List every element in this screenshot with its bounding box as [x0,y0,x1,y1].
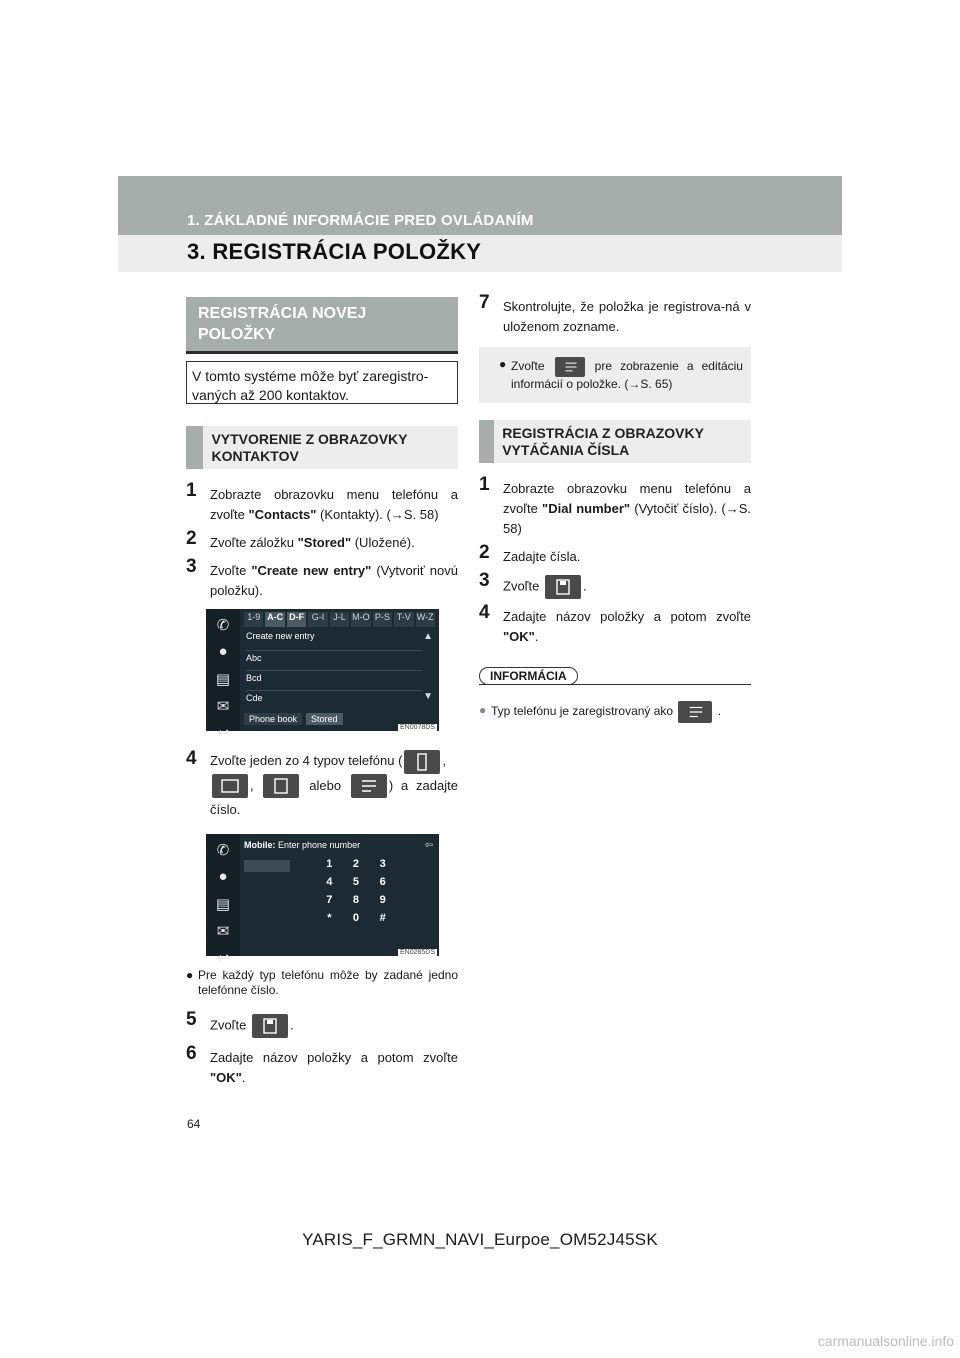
contact-icon: ● [218,643,228,660]
contact-icon: ● [218,868,228,886]
back-icon: ↩ [216,950,230,968]
step-number: 7 [479,292,490,313]
step-number: 2 [479,542,490,563]
screenshot-code: EN0078DS [399,724,435,731]
other-phone-icon [351,774,387,798]
step-4: 4 Zvoľte jeden zo 4 typov telefónu ( , , alebo ) a zadajte číslo. [186,748,458,818]
step-2: 2 Zvoľte záložku "Stored" (Uložené). [186,528,415,550]
step-number: 3 [186,556,197,577]
type-selector [244,860,290,872]
work-phone-icon [263,774,299,798]
home-phone-icon [212,774,248,798]
contact-row: Cde [246,690,422,703]
bullet-icon: ● [499,357,507,371]
edit-entry-icon [555,357,585,377]
step-7: 7 Skontrolujte, že položka je registrova-ná v uloženom zozname. [479,292,751,334]
screen-sidebar [206,609,240,742]
subsection-heading-text: REGISTRÁCIA Z OBRAZOVKY VYTÁČANIA ČÍSLA [502,425,704,458]
page-title: 3. REGISTRÁCIA POLOŽKY [187,239,482,264]
number-field: Mobile: Enter phone number [244,840,361,851]
step-number: 4 [479,602,490,623]
screen-sidebar [206,834,240,968]
section-title: 1. ZÁKLADNÉ INFORMÁCIE PRED OVLÁDANÍM [187,212,534,229]
bullet-note: ● Pre každý typ telefónu môže by zadané jedno telefónne číslo. [186,968,458,998]
step-1: 1 Zobrazte obrazovku menu telefónu a zvoľte "Contacts" (Kontakty). (→S. 58) [186,480,458,522]
other-phone-icon [678,701,712,723]
bullet-note: ● Zvoľte pre zobrazenie a editáciu informácií o položke. (→S. 65) [499,357,743,391]
step-number: 1 [479,474,490,495]
step-4: 4 Zadajte názov položky a potom zvoľte "OK". [479,602,751,644]
right-column [479,292,751,723]
backspace-icon: ⇦ [424,840,433,852]
step-2: 2 Zadajte čísla. [479,542,581,564]
step-number: 2 [186,528,197,549]
step-number: 6 [186,1043,197,1065]
create-entry-row: Create new entry [246,631,315,641]
scroll-up-icon: ▲ [423,631,433,642]
save-icon [252,1014,288,1038]
subsection-heading [186,426,458,469]
mobile-phone-icon [404,750,440,774]
step-3: 3 Zvoľte "Create new entry" (Vytvoriť novú položku). [186,556,458,598]
contact-row: Abc [246,650,422,663]
page-number: 64 [187,1117,201,1131]
step-number: 3 [479,570,490,591]
bullet-icon: ● [479,703,487,717]
back-icon: ↩ [216,725,230,742]
step-number: 4 [186,748,197,769]
screenshot-enter-number [206,834,439,968]
tip-box [479,347,751,403]
scroll-down-icon: ▼ [423,691,433,702]
subsection-heading [479,420,751,463]
step-number: 1 [186,480,197,501]
history-icon: ▤ [215,671,231,688]
bullet-icon: ● [186,968,194,983]
step-5: 5 Zvoľte . [186,1014,458,1038]
document-code: YARIS_F_GRMN_NAVI_Eurpoe_OM52J45SK [302,1230,658,1249]
step-6: 6 Zadajte názov položky a potom zvoľte "OK". [186,1043,458,1086]
bottom-tabs: Phone book Stored [244,713,343,725]
info-text: ● Typ telefónu je zaregistrovaný ako . [479,699,751,723]
info-section [479,667,751,685]
save-icon [545,575,581,599]
contact-row: Bcd [246,670,422,683]
info-label: INFORMÁCIA [479,667,578,685]
step-1: 1 Zobrazte obrazovku menu telefónu a zvoľte "Dial number" (Vytočiť číslo). (→S. 58) [479,474,751,536]
note-box: V tomto systéme môže byť zaregistro-vaných až 200 kontaktov. [186,361,458,404]
block-heading: REGISTRÁCIA NOVEJ POLOŽKY [186,297,458,354]
screenshot-contacts-stored [206,609,439,742]
screenshot-code: EN0285DS [399,949,435,957]
phone-icon: ✆ [216,617,230,634]
keypad: 1 2 3 4 5 6 7 8 9 * 0 # [326,858,386,925]
subsection-heading-text: VYTVORENIE Z OBRAZOVKY KONTAKTOV [211,431,408,464]
message-icon: ✉ [216,698,230,715]
alpha-tabs: 1-9 A-C D-F G-I J-L M-O P-S T-V W-Z [244,612,435,627]
phone-icon: ✆ [216,842,230,860]
step-number: 5 [186,1009,197,1031]
message-icon: ✉ [216,923,230,941]
step-3: 3 Zvoľte . [479,575,751,599]
history-icon: ▤ [215,896,231,914]
left-column [186,297,458,1088]
watermark: carmanualsonline.info [817,1333,954,1349]
